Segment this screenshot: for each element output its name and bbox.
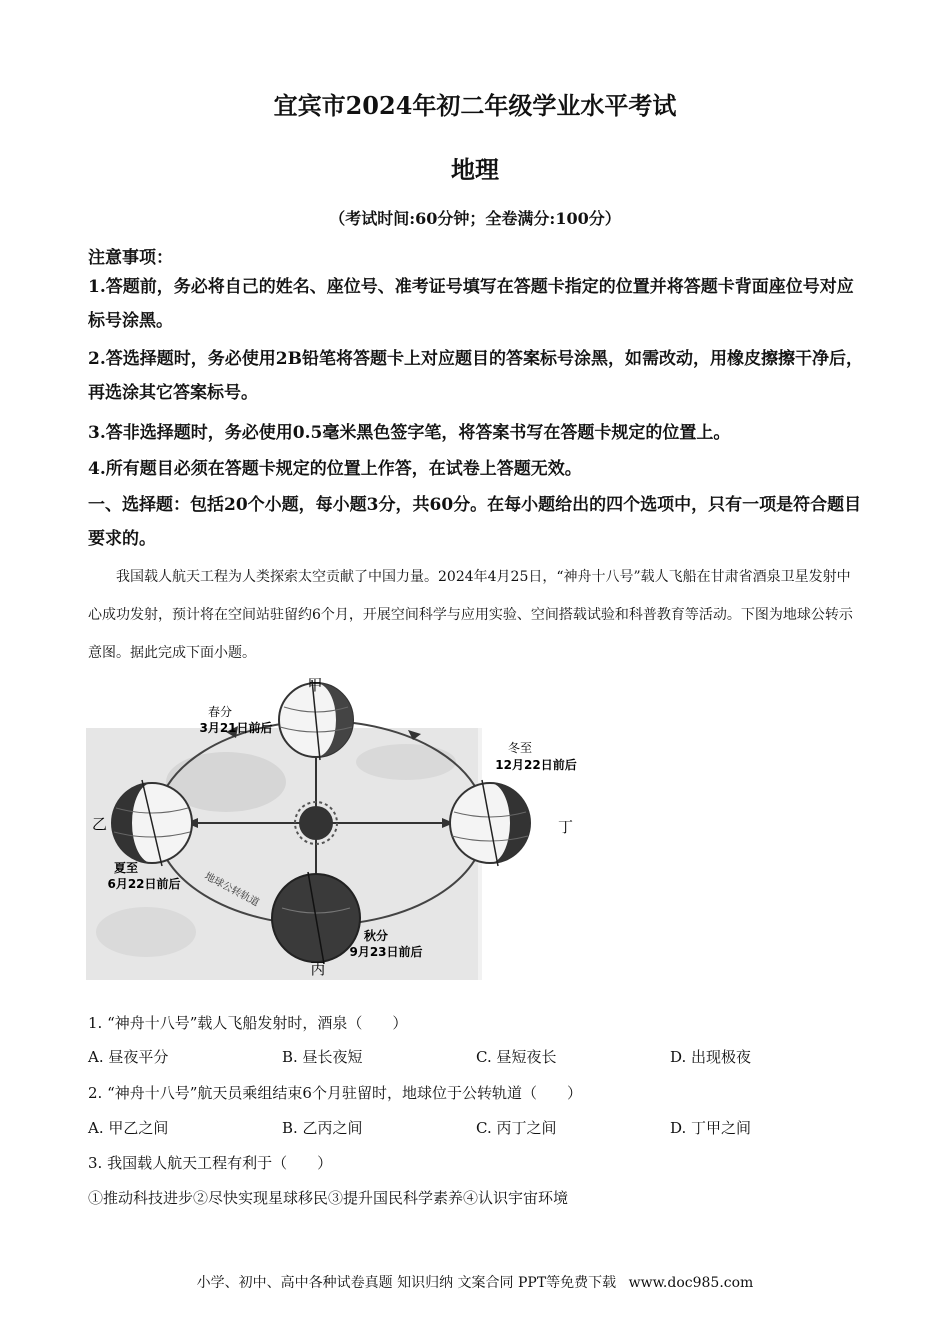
earth-revolution-figure: [86, 672, 582, 980]
page-footer: [0, 1272, 950, 1292]
earth-bing: [272, 872, 360, 964]
label-bing: 丙: [310, 960, 326, 978]
question-3-stem: 3. 我国载人航天工程有利于（ ）: [88, 1154, 333, 1172]
note-4: 4.所有题目必须在答题卡规定的位置上作答，在试卷上答题无效。: [88, 459, 582, 479]
footer-text: 小学、初中、高中各种试卷真题 知识归纳 文案合同 PPT等免费下载: [196, 1275, 617, 1291]
label-orbit: 地球公转轨道: [202, 870, 261, 909]
question-3-choices: ①推动科技进步②尽快实现星球移民③提升国民科学素养④认识宇宙环境: [88, 1189, 569, 1207]
subject-title: 地理: [451, 155, 499, 184]
label-summer-date: 6月22日前后: [107, 877, 181, 891]
label-ding: 丁: [558, 818, 574, 836]
label-spring-date: 3月21日前后: [199, 721, 273, 735]
q1-option-a: A. 昼夜平分: [88, 1048, 169, 1066]
q2-option-b: B. 乙丙之间: [282, 1119, 363, 1137]
q2-option-c: C. 丙丁之间: [476, 1119, 557, 1137]
q2-option-d: D. 丁甲之间: [670, 1119, 752, 1137]
question-2-stem: 2. “神舟十八号”航天员乘组结束6个月驻留时，地球位于公转轨道（ ）: [88, 1084, 582, 1102]
footer-site-link[interactable]: www.doc985.com: [628, 1275, 754, 1291]
q1-option-b: B. 昼长夜短: [282, 1048, 363, 1066]
note-1: 1.答题前，务必将自己的姓名、座位号、准考证号填写在答题卡指定的位置并将答题卡背面座位号对应标号涂黑。: [88, 277, 854, 331]
question-1-stem: 1. “神舟十八号”载人飞船发射时，酒泉（ ）: [88, 1014, 408, 1032]
label-spring: 春分: [207, 705, 233, 719]
label-winter: 冬至: [507, 741, 533, 755]
exam-info: （考试时间:60分钟；全卷满分:100分）: [329, 209, 621, 228]
label-jia: 甲: [307, 676, 323, 694]
q1-option-d: D. 出现极夜: [670, 1048, 752, 1066]
reading-passage: 我国载人航天工程为人类探索太空贡献了中国力量。2024年4月25日，“神舟十八号”载人飞船在甘肃省酒泉卫星发射中心成功发射，预计将在空间站驻留约6个月，开展空间科学与应用实验、空间搭载试验和科普教育等活动。下图为地球公转示意图。据此完成下面小题。: [88, 569, 853, 661]
note-3: 3.答非选择题时，务必使用0.5毫米黑色签字笔，将答案书写在答题卡规定的位置上。: [88, 423, 731, 443]
label-yi: 乙: [92, 815, 108, 833]
label-autumn-date: 9月23日前后: [349, 945, 423, 959]
note-2: 2.答选择题时，务必使用2B铅笔将答题卡上对应题目的答案标号涂黑，如需改动，用橡皮擦擦干净后，再选涂其它答案标号。: [88, 349, 863, 403]
exam-title: 宜宾市2024年初二年级学业水平考试: [273, 91, 677, 120]
q2-option-a: A. 甲乙之间: [88, 1119, 169, 1137]
q1-option-c: C. 昼短夜长: [476, 1048, 557, 1066]
notes-heading: 注意事项：: [88, 248, 173, 268]
label-winter-date: 12月22日前后: [495, 758, 577, 772]
label-summer: 夏至: [113, 861, 139, 875]
label-autumn: 秋分: [363, 929, 389, 943]
section-heading: 一、选择题：包括20个小题，每小题3分，共60分。在每小题给出的四个选项中，只有一项是符合题目要求的。: [88, 495, 862, 549]
